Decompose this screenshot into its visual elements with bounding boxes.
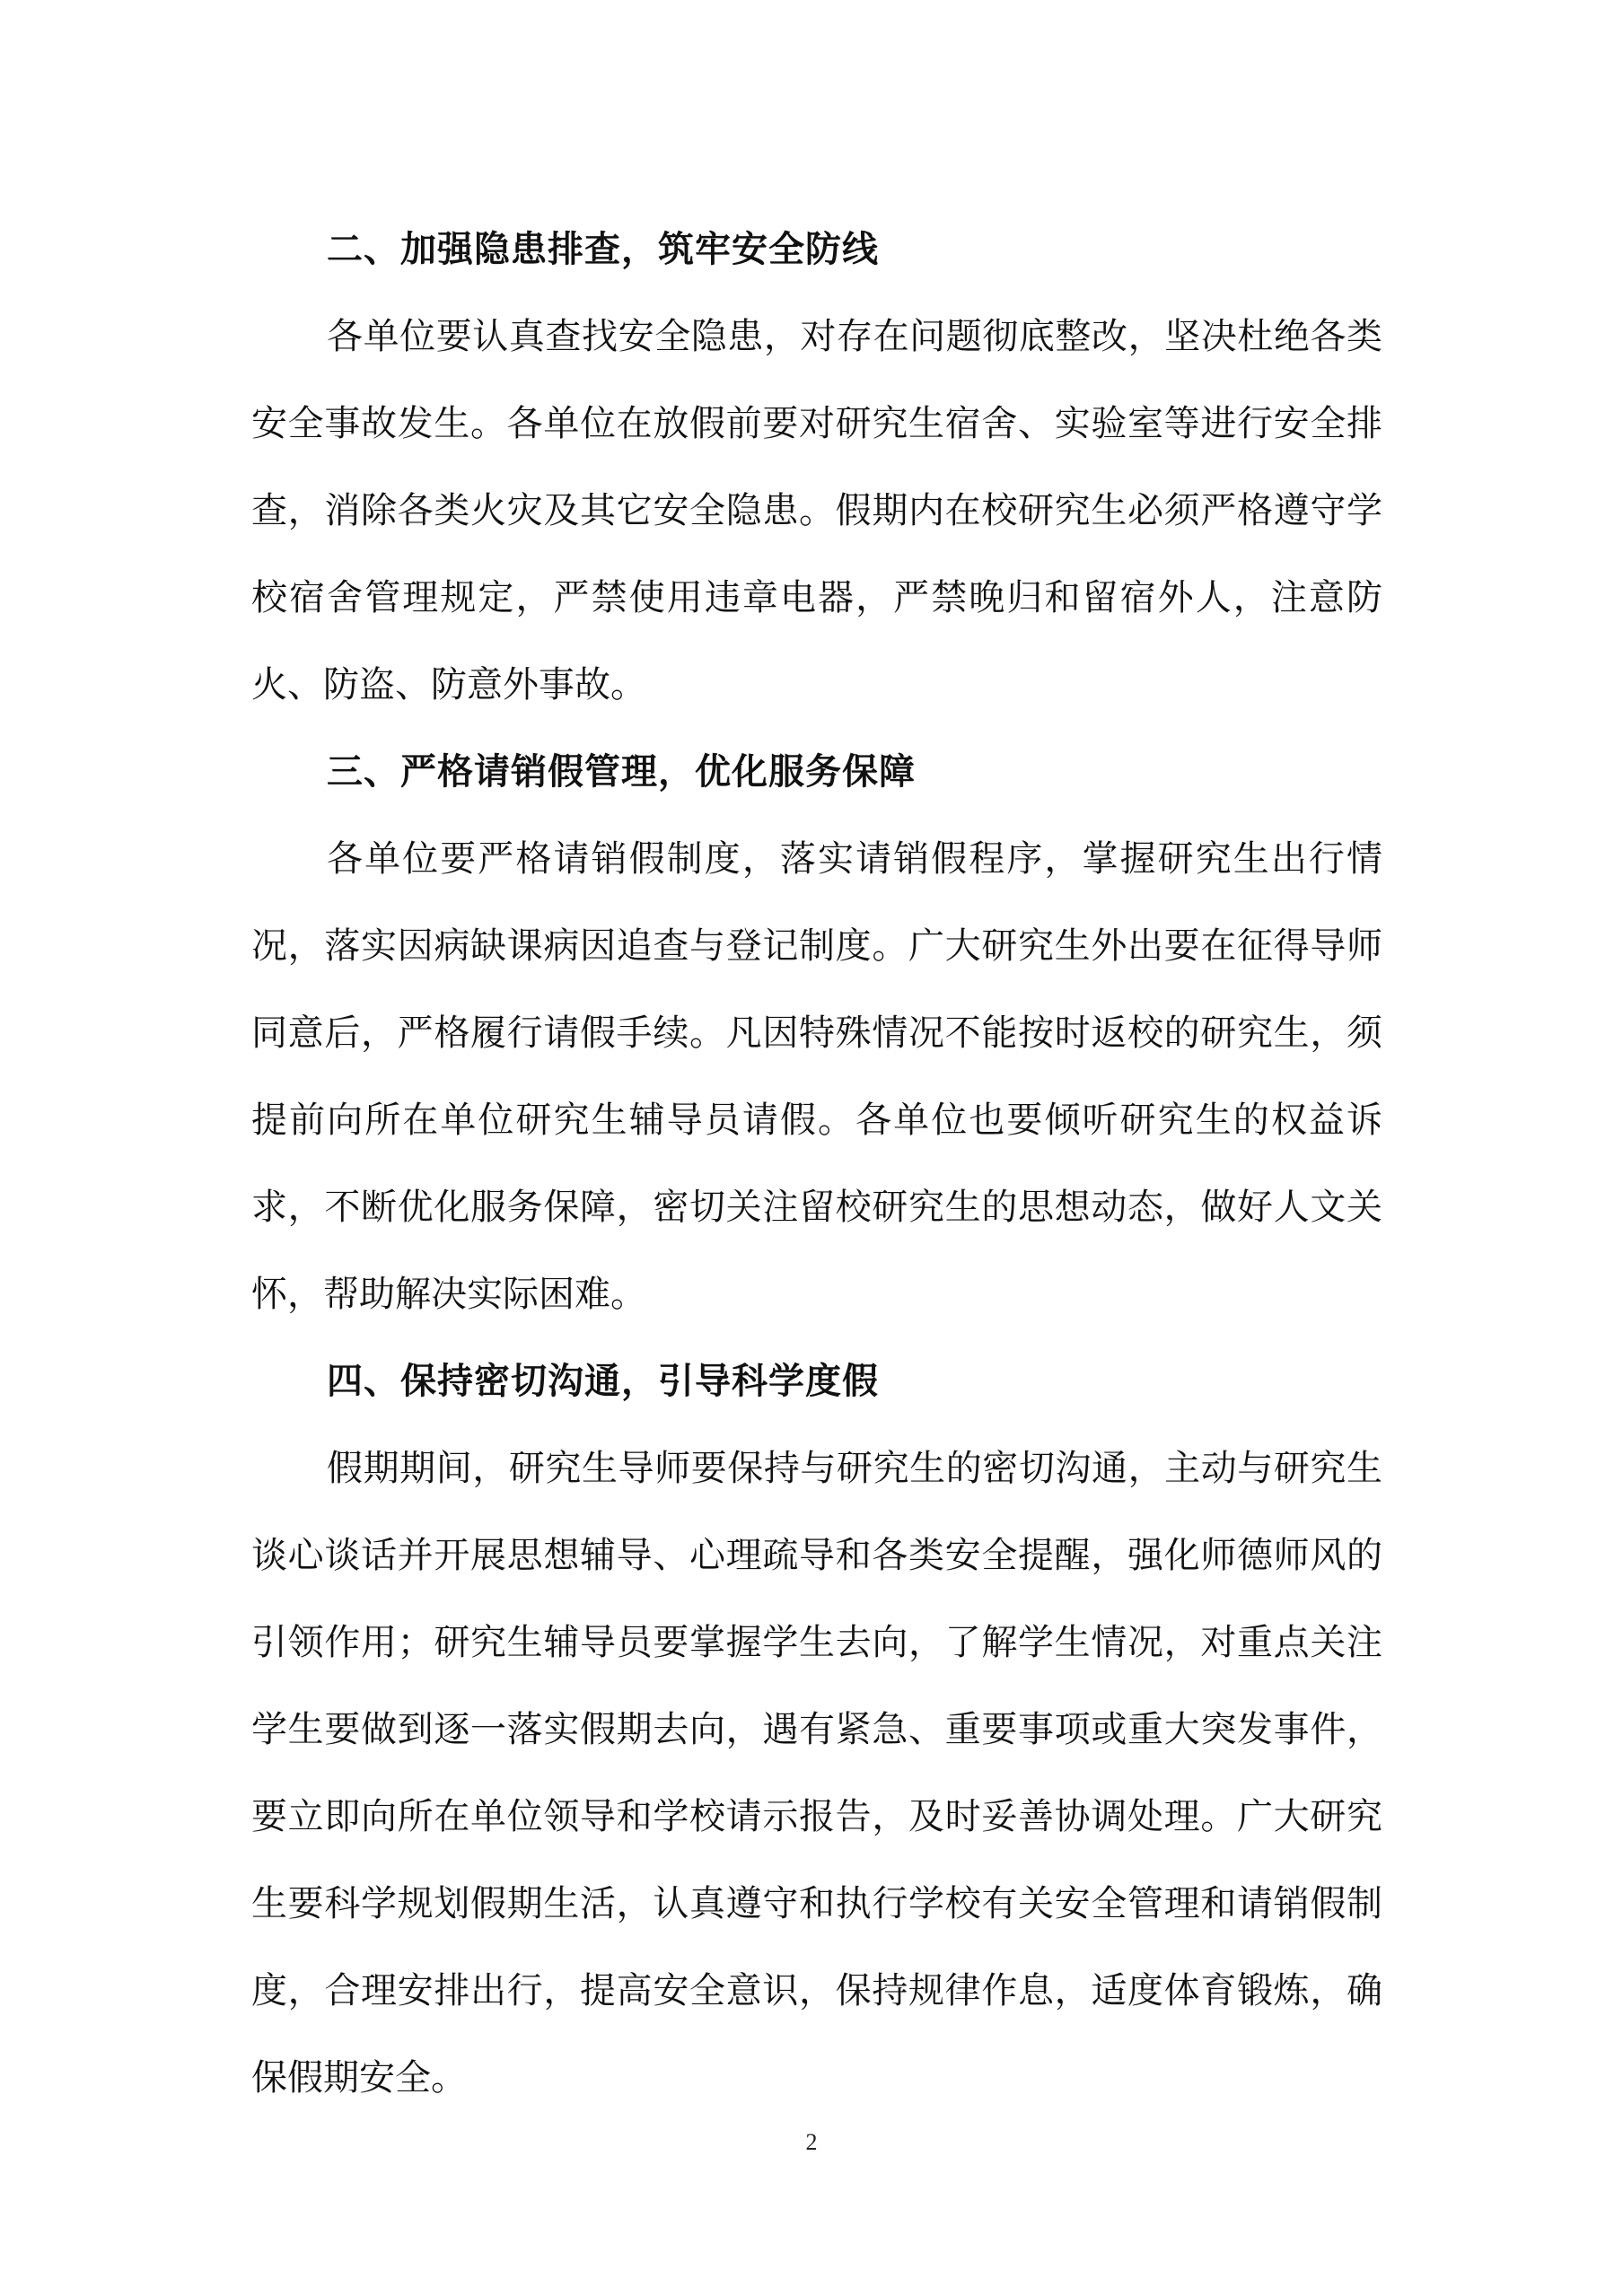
section-paragraph: 各单位要严格请销假制度，落实请销假程序，掌握研究生出行情况，落实因病缺课病因追查与登记制度。广大研究生外出要在征得导师同意后，严格履行请假手续。凡因特殊情况不能按时返校的研究生，须提前向所在单位研究生辅导员请假。各单位也要倾听研究生的权益诉求，不断优化服务保障，密切关注留校研究生的思想动态，做好人文关怀，帮助解决实际困难。 — [251, 838, 1382, 1315]
section-paragraph: 假期期间，研究生导师要保持与研究生的密切沟通，主动与研究生谈心谈话并开展思想辅导、心理疏导和各类安全提醒，强化师德师风的引领作用；研究生辅导员要掌握学生去向，了解学生情况，对重点关注学生要做到逐一落实假期去向，遇有紧急、重要事项或重大突发事件，要立即向所在单位领导和学校请示报告，及时妥善协调处理。广大研究生要科学规划假期生活，认真遵守和执行学校有关安全管理和请销假制度，合理安排出行，提高安全意识，保持规律作息，适度体育锻炼，确保假期安全。 — [251, 1448, 1382, 2099]
section-paragraph: 各单位要认真查找安全隐患，对存在问题彻底整改，坚决杜绝各类安全事故发生。各单位在放假前要对研究生宿舍、实验室等进行安全排查，消除各类火灾及其它安全隐患。假期内在校研究生必须严格遵守学校宿舍管理规定，严禁使用违章电器，严禁晚归和留宿外人，注意防火、防盗、防意外事故。 — [251, 316, 1382, 705]
section-heading: 二、加强隐患排查，筑牢安全防线 — [327, 229, 879, 270]
section-2 — [251, 206, 1382, 729]
page-number: 2 — [805, 2129, 818, 2155]
section-3 — [251, 729, 1382, 1338]
section-heading: 四、保持密切沟通，引导科学度假 — [327, 1361, 879, 1402]
section-4 — [251, 1338, 1382, 2122]
document-body — [251, 206, 1382, 2122]
section-heading: 三、严格请销假管理，优化服务保障 — [327, 751, 916, 793]
